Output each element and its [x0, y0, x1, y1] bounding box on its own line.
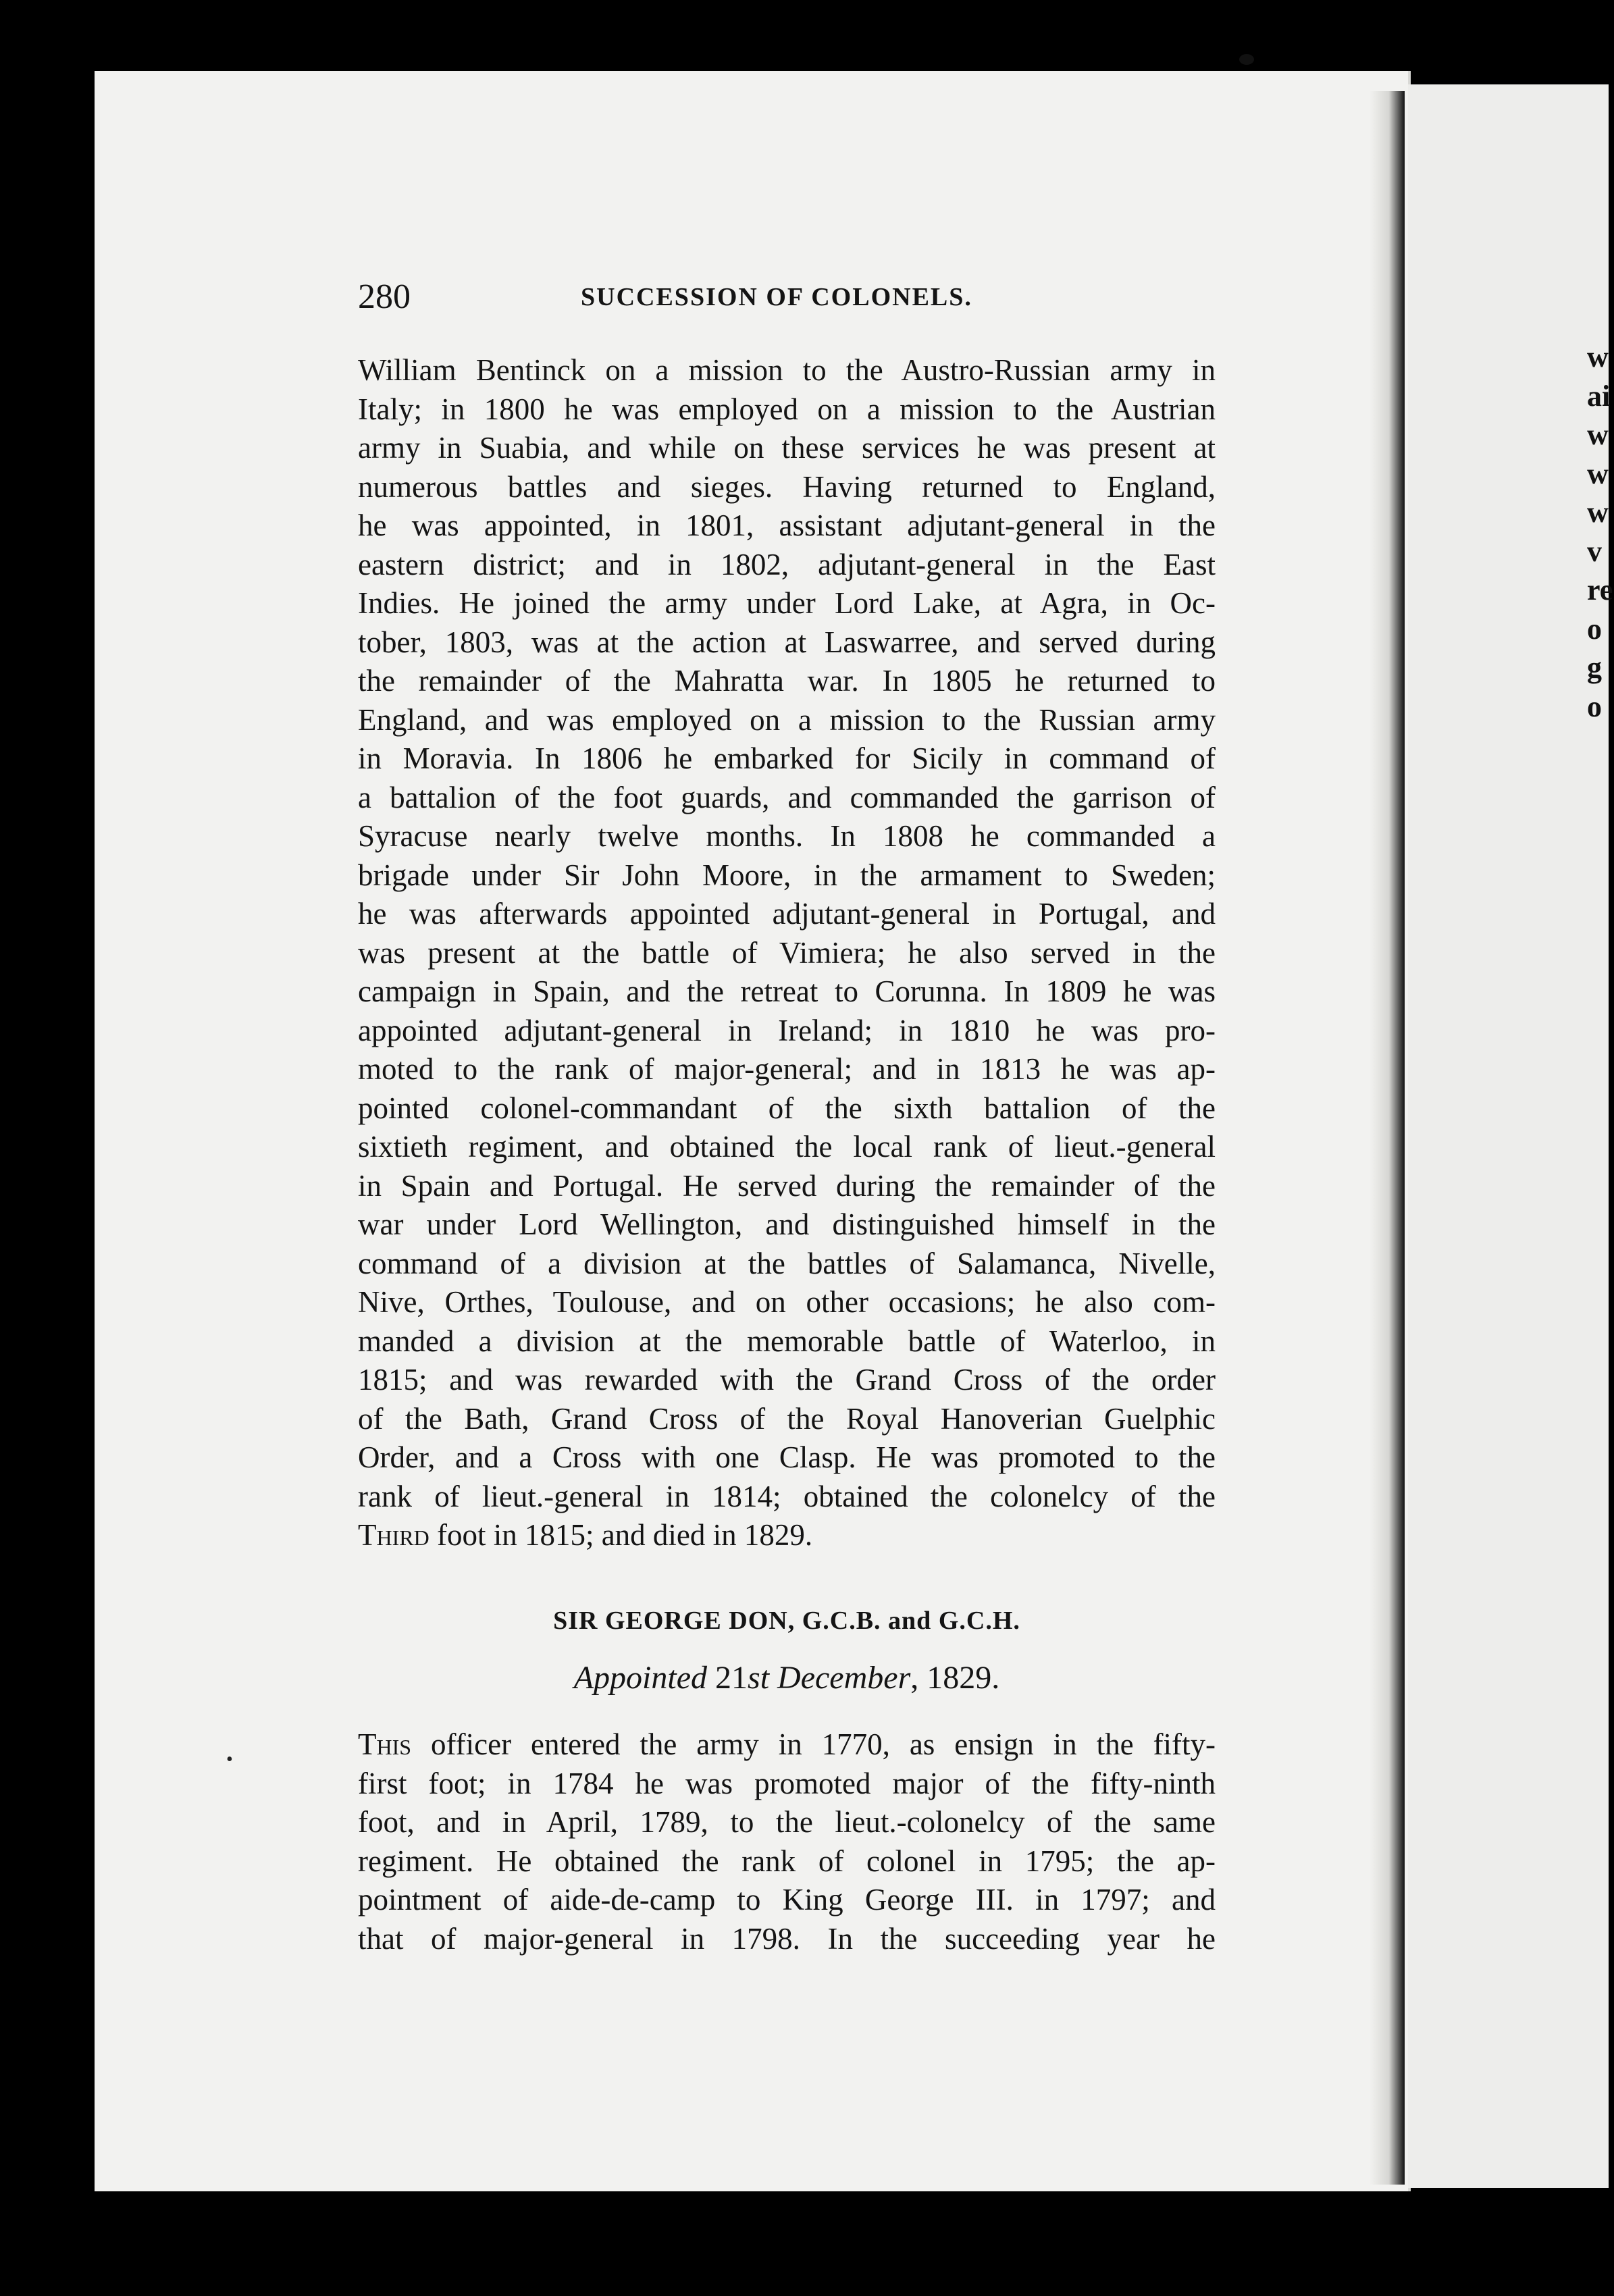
- text-run: foot in 1815; and died in 1829.: [429, 1518, 813, 1552]
- text-line: Indies. He joined the army under Lord Lake, at Agra, in Oc-: [358, 586, 1216, 620]
- facing-letter: w: [1587, 418, 1609, 451]
- text-line: was present at the battle of Vimiera; he also served in the: [358, 935, 1216, 970]
- text-line: pointed colonel-commandant of the sixth battalion of the: [358, 1091, 1216, 1125]
- text-line: appointed adjutant-general in Ireland; in 1810 he was pro-: [358, 1013, 1216, 1047]
- running-head: SUCCESSION OF COLONELS.: [581, 283, 972, 311]
- text-line: regiment. He obtained the rank of colonel in 1795; the ap-: [358, 1844, 1216, 1878]
- text-line: he was appointed, in 1801, assistant adjutant-general in the: [358, 508, 1216, 542]
- facing-letter: ai: [1587, 379, 1611, 413]
- text-line: tober, 1803, was at the action at Laswarree, and served during: [358, 625, 1216, 659]
- text-line: manded a division at the memorable battle of Waterloo, in: [358, 1324, 1216, 1358]
- text-line: campaign in Spain, and the retreat to Corunna. In 1809 he was: [358, 974, 1216, 1008]
- facing-letter: w: [1587, 496, 1609, 529]
- text-line: brigade under Sir John Moore, in the armament to Sweden;: [358, 858, 1216, 892]
- appointed-word: Appointed: [573, 1660, 708, 1696]
- text-line: foot, and in April, 1789, to the lieut.-colonelcy of the same: [358, 1805, 1216, 1839]
- text-line: moted to the rank of major-general; and in 1813 he was ap-: [358, 1052, 1216, 1086]
- text-line: William Bentinck on a mission to the Austro-Russian army in: [358, 353, 1216, 387]
- paragraph-bentinck: [358, 351, 1216, 1555]
- facing-letter: w: [1587, 340, 1609, 373]
- text-run: officer entered the army in 1770, as ensign in the fifty-: [411, 1727, 1216, 1761]
- text-line: England, and was employed on a mission to the Russian army: [358, 702, 1216, 737]
- text-line: he was afterwards appointed adjutant-general in Portugal, and: [358, 897, 1216, 931]
- page-number: 280: [358, 278, 411, 316]
- text-line-first: [358, 1725, 1216, 1765]
- text-line: Syracuse nearly twelve months. In 1808 he commanded a: [358, 819, 1216, 853]
- text-line: command of a division at the battles of Salamanca, Nivelle,: [358, 1246, 1216, 1280]
- appointed-year: , 1829.: [910, 1660, 1000, 1696]
- text-line: in Moravia. In 1806 he embarked for Sicily in command of: [358, 741, 1216, 775]
- text-line: eastern district; and in 1802, adjutant-general in the East: [358, 547, 1216, 581]
- page-header: [358, 273, 1216, 321]
- page-gutter: [1370, 91, 1405, 2185]
- text-line: Nive, Orthes, Toulouse, and on other occasions; he also com-: [358, 1285, 1216, 1319]
- appointed-day-suffix: st: [748, 1660, 770, 1696]
- scan-speck: [1239, 54, 1254, 65]
- facing-letter: w: [1587, 456, 1609, 490]
- facing-letter: v: [1587, 534, 1602, 568]
- text-line: a battalion of the foot guards, and commanded the garrison of: [358, 780, 1216, 814]
- text-line: rank of lieut.-general in 1814; obtained the colonelcy of the: [358, 1479, 1216, 1513]
- small-caps-word: Third: [358, 1518, 429, 1552]
- text-line: first foot; in 1784 he was promoted major of the fifty-ninth: [358, 1766, 1216, 1800]
- text-line: Order, and a Cross with one Clasp. He was promoted to the: [358, 1440, 1216, 1474]
- text-line: 1815; and was rewarded with the Grand Cross of the order: [358, 1363, 1216, 1397]
- facing-letter: re: [1587, 573, 1613, 606]
- text-line: war under Lord Wellington, and distinguished himself in the: [358, 1207, 1216, 1241]
- facing-page: [1408, 84, 1609, 2188]
- small-caps-word: This: [358, 1727, 412, 1761]
- text-line: numerous battles and sieges. Having returned to England,: [358, 469, 1216, 504]
- text-line: that of major-general in 1798. In the succeeding year he: [358, 1921, 1216, 1956]
- appointment-date: [358, 1654, 1216, 1702]
- appointed-day: 21: [707, 1660, 748, 1696]
- facing-letter: o: [1587, 689, 1602, 723]
- facing-letter: g: [1587, 651, 1602, 684]
- facing-page-text-fragments: [1587, 338, 1614, 726]
- section-heading: SIR GEORGE DON, G.C.B. and G.C.H.: [553, 1607, 1020, 1635]
- text-line: of the Bath, Grand Cross of the Royal Hanoverian Guelphic: [358, 1401, 1216, 1436]
- text-line: army in Suabia, and while on these services he was present at: [358, 431, 1216, 465]
- text-line: the remainder of the Mahratta war. In 1805 he returned to: [358, 664, 1216, 698]
- appointed-month: December: [769, 1660, 911, 1696]
- paragraph-don: [358, 1725, 1216, 1958]
- text-line: sixtieth regiment, and obtained the local rank of lieut.-general: [358, 1130, 1216, 1164]
- text-line-last: [358, 1516, 1216, 1555]
- text-line: in Spain and Portugal. He served during the remainder of the: [358, 1168, 1216, 1203]
- text-line: Italy; in 1800 he was employed on a mission to the Austrian: [358, 392, 1216, 426]
- text-line: pointment of aide-de-camp to King George III. in 1797; and: [358, 1883, 1216, 1916]
- facing-letter: o: [1587, 612, 1602, 646]
- margin-dot: •: [226, 1749, 233, 1770]
